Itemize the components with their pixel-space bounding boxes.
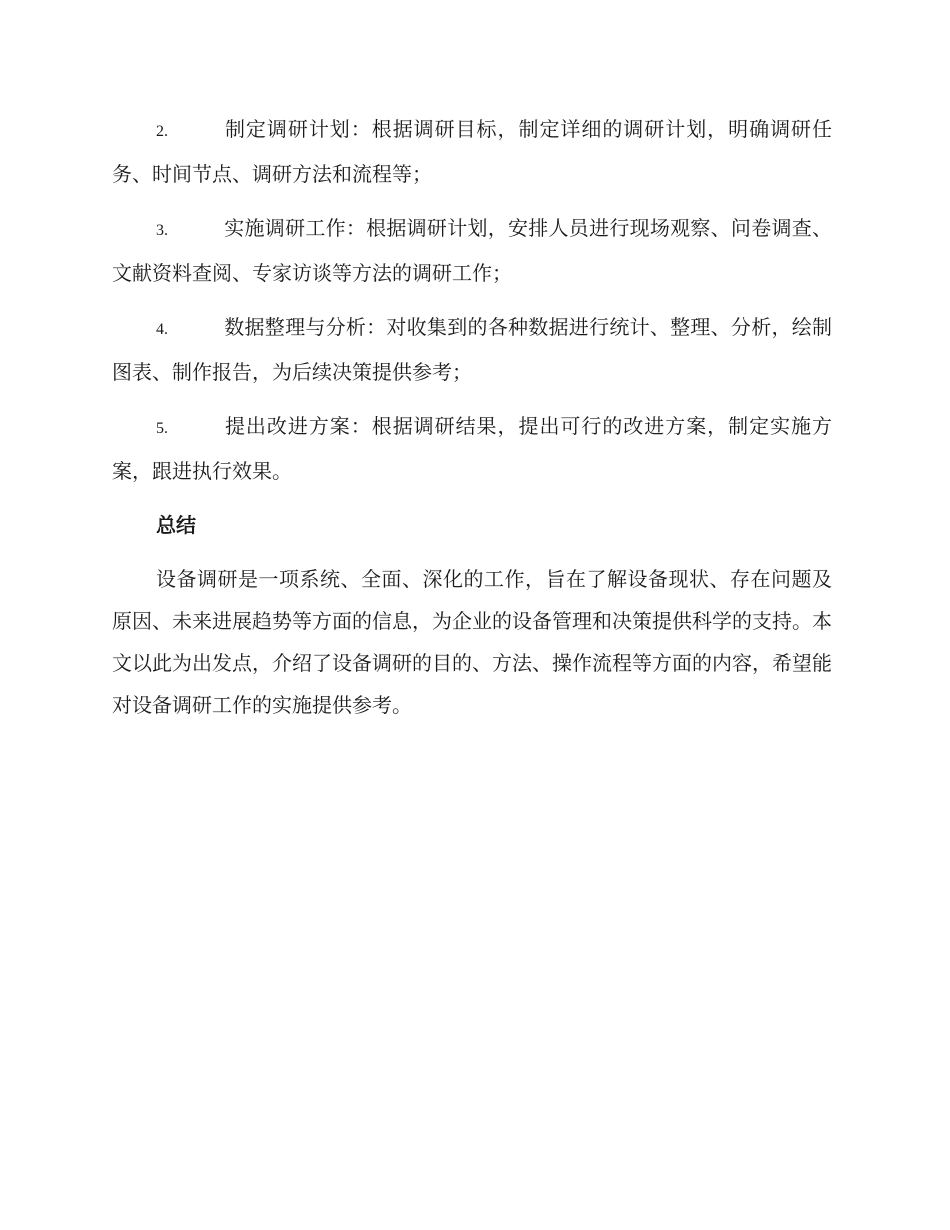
list-item-text: 制定调研计划：根据调研目标，制定详细的调研计划，明确调研任务、时间节点、调研方法和流程等； (112, 117, 832, 186)
list-item-text: 实施调研工作：根据调研计划，安排人员进行现场观察、问卷调查、文献资料查阅、专家访谈等方法的调研工作； (112, 216, 832, 285)
document-body (112, 108, 832, 726)
list-item (112, 306, 832, 393)
list-item-number: 3. (156, 222, 168, 239)
list-item-text: 数据整理与分析：对收集到的各种数据进行统计、整理、分析，绘制图表、制作报告，为后续决策提供参考； (112, 315, 832, 384)
list-item-number: 4. (156, 321, 168, 338)
list-item-number: 5. (156, 420, 168, 437)
list-item (112, 108, 832, 195)
list-item-text: 提出改进方案：根据调研结果，提出可行的改进方案，制定实施方案，跟进执行效果。 (112, 414, 832, 483)
list-item-number: 2. (156, 123, 168, 140)
list-item (112, 207, 832, 294)
summary-heading: 总结 (156, 513, 196, 537)
summary-paragraph: 设备调研是一项系统、全面、深化的工作，旨在了解设备现状、存在问题及原因、未来进展趋势等方面的信息，为企业的设备管理和决策提供科学的支持。本文以此为出发点，介绍了设备调研的目的、方法、操作流程等方面的内容，希望能对设备调研工作的实施提供参考。 (112, 567, 832, 717)
list-item (112, 405, 832, 492)
